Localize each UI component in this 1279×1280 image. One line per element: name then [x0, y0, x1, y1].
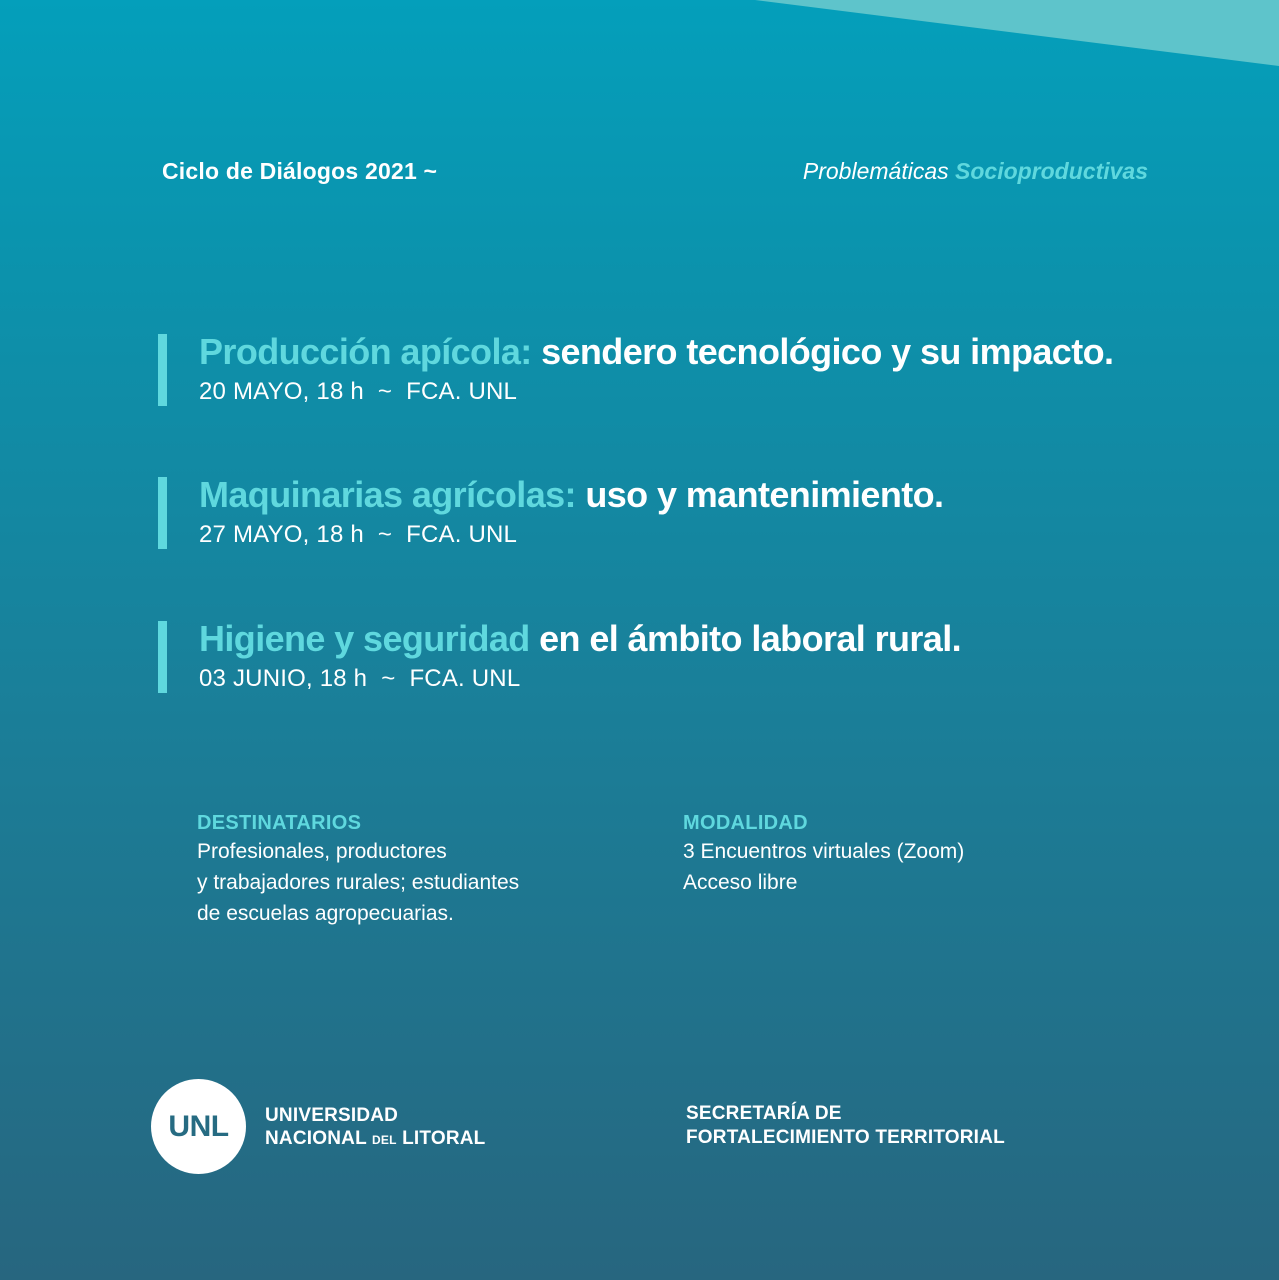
series-subtitle — [803, 158, 1148, 185]
university-word-litoral: LITORAL — [402, 1128, 486, 1149]
event-accent-bar — [158, 334, 167, 406]
destinatarios-line: Profesionales, productores — [197, 840, 447, 863]
unl-logo — [151, 1079, 246, 1174]
modalidad-line: Acceso libre — [683, 871, 798, 894]
event-3 — [158, 619, 1168, 693]
event-title-rest: sendero tecnológico y su impacto. — [541, 331, 1114, 372]
university-word-del: DEL — [372, 1133, 397, 1147]
university-word-nacional: NACIONAL — [265, 1128, 367, 1149]
destinatarios-line: y trabajadores rurales; estudiantes — [197, 871, 520, 894]
event-title — [199, 619, 961, 659]
event-title-rest: en el ámbito laboral rural. — [539, 618, 962, 659]
event-2 — [158, 475, 1168, 549]
secretaria-line-2: FORTALECIMIENTO TERRITORIAL — [686, 1127, 1005, 1148]
event-date-line — [199, 521, 517, 549]
event-title — [199, 475, 943, 515]
event-title — [199, 332, 1113, 372]
secretaria-name — [686, 1102, 1005, 1150]
corner-accent-shape — [0, 0, 1279, 80]
university-line-1: UNIVERSIDAD — [265, 1105, 399, 1126]
event-title-accent: Higiene y seguridad — [199, 618, 530, 659]
event-1 — [158, 332, 1168, 406]
series-title: Ciclo de Diálogos 2021 ~ — [162, 158, 438, 184]
event-separator: ~ — [377, 378, 393, 405]
modalidad-heading: MODALIDAD — [683, 812, 808, 834]
unl-logo-text: UNL — [168, 1109, 229, 1143]
event-title-accent: Producción apícola: — [199, 331, 532, 372]
subtitle-prefix: Problemáticas — [802, 158, 949, 184]
university-name — [265, 1104, 485, 1152]
destinatarios-heading: DESTINATARIOS — [197, 812, 362, 834]
event-place: FCA. UNL — [406, 521, 518, 548]
event-title-accent: Maquinarias agrícolas: — [199, 474, 576, 515]
event-place: FCA. UNL — [406, 378, 518, 405]
event-date-line — [199, 378, 517, 406]
modalidad-line: 3 Encuentros virtuales (Zoom) — [683, 840, 965, 863]
event-accent-bar — [158, 621, 167, 693]
event-title-rest: uso y mantenimiento. — [585, 474, 944, 515]
subtitle-accent: Socioproductivas — [955, 158, 1148, 184]
event-date: 20 MAYO, 18 h — [199, 378, 364, 405]
university-line-2 — [265, 1127, 485, 1152]
destinatarios-section — [197, 810, 519, 929]
event-accent-bar — [158, 477, 167, 549]
event-date: 27 MAYO, 18 h — [199, 521, 364, 548]
event-place: FCA. UNL — [409, 665, 521, 692]
event-date: 03 JUNIO, 18 h — [199, 665, 368, 692]
secretaria-line-1: SECRETARÍA DE — [686, 1103, 842, 1124]
event-separator: ~ — [381, 665, 396, 692]
modalidad-section — [683, 810, 964, 898]
event-separator: ~ — [377, 521, 393, 548]
destinatarios-line: de escuelas agropecuarias. — [197, 902, 454, 925]
event-date-line — [199, 665, 520, 693]
